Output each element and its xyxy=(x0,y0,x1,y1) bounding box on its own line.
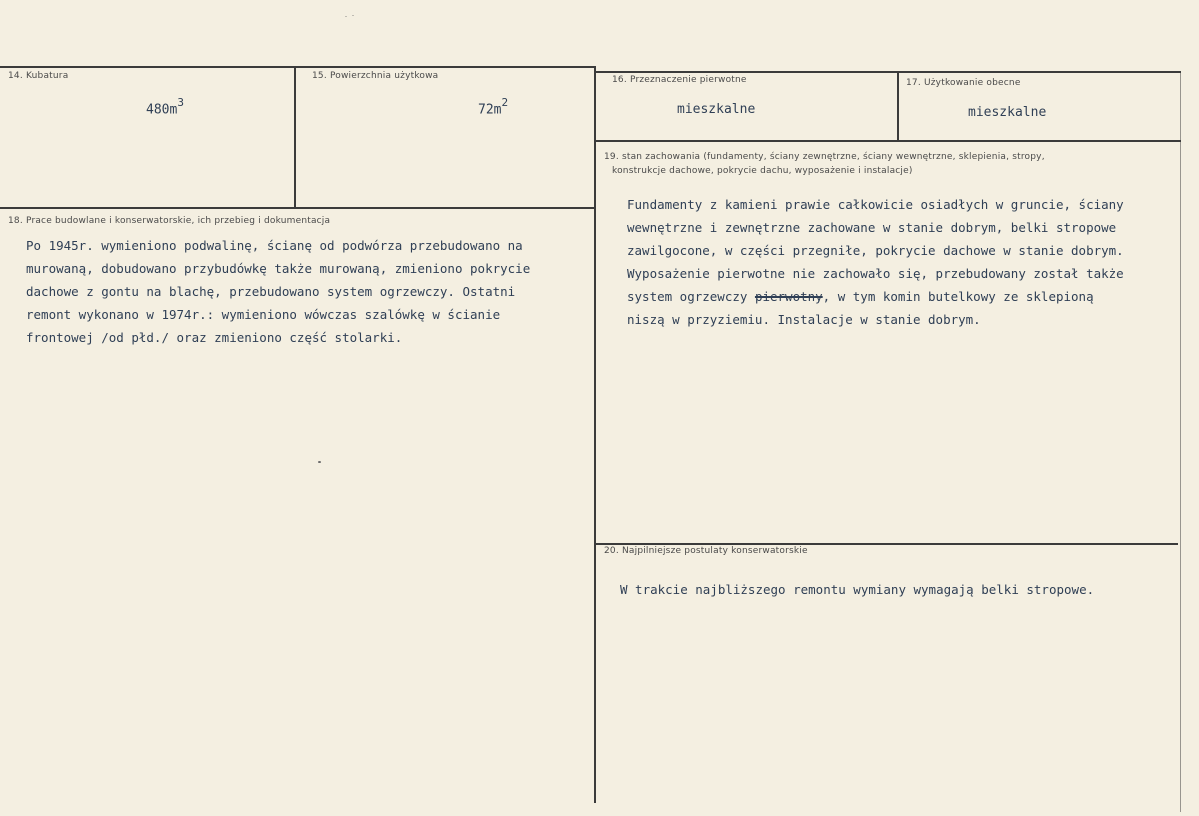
divider-16-17 xyxy=(897,72,899,142)
rule-below-14-15 xyxy=(0,207,596,209)
field-19-line: Fundamenty z kamieni prawie całkowicie osiadłych w gruncie, ściany xyxy=(627,197,1124,212)
right-edge-line xyxy=(1180,72,1181,812)
field-18-line: Po 1945r. wymieniono podwalinę, ścianę od podwórza przebudowano na xyxy=(26,238,523,253)
field-14-exponent: 3 xyxy=(177,96,184,109)
field-18-line: frontowej /od płd./ oraz zmieniono część stolarki. xyxy=(26,330,403,345)
field-18-text xyxy=(26,234,530,349)
field-14-label: 14. Kubatura xyxy=(8,71,69,81)
field-18-line: murowaną, dobudowano przybudówkę także murowaną, zmieniono pokrycie xyxy=(26,261,531,276)
field-14-value xyxy=(146,98,184,117)
struck-word: pierwotny xyxy=(754,289,823,304)
field-14-number: 480m xyxy=(146,102,178,118)
field-18-line: dachowe z gontu na blachę, przebudowano system ogrzewczy. Ostatni xyxy=(26,284,516,299)
paper-speck xyxy=(318,461,321,463)
top-rule-right xyxy=(596,71,1181,73)
top-rule-left xyxy=(0,66,596,68)
field-15-exponent: 2 xyxy=(501,96,509,109)
field-19-text xyxy=(627,193,1124,331)
field-19-line: Wyposażenie pierwotne nie zachowało się, przebudowany został także xyxy=(627,266,1124,281)
field-19-line: niszą w przyziemiu. Instalacje w stanie dobrym. xyxy=(627,312,981,327)
field-15-value xyxy=(478,98,508,117)
paper-speck xyxy=(352,15,354,16)
field-15-label: 15. Powierzchnia użytkowa xyxy=(312,71,439,81)
field-19-line: wewnętrzne i zewnętrzne zachowane w stanie dobrym, belki stropowe xyxy=(627,220,1117,235)
field-17-label: 17. Użytkowanie obecne xyxy=(906,78,1021,88)
field-15-number: 72m xyxy=(478,102,502,118)
field-18-line: remont wykonano w 1974r.: wymieniono wówczas szalówkę w ścianie xyxy=(26,307,501,322)
field-19-line xyxy=(627,285,1124,308)
rule-below-16-17 xyxy=(596,140,1181,142)
field-16-label: 16. Przeznaczenie pierwotne xyxy=(612,75,747,85)
field-19-label-line1: 19. stan zachowania (fundamenty, ściany zewnętrzne, ściany wewnętrzne, sklepienia, stropy, xyxy=(604,152,1045,162)
center-divider xyxy=(594,67,596,803)
divider-14-15 xyxy=(294,67,296,208)
field-20-text: W trakcie najbliższego remontu wymiany wymagają belki stropowe. xyxy=(620,582,1095,597)
field-20-label: 20. Najpilniejsze postulaty konserwatorskie xyxy=(604,546,808,556)
field-19-line: zawilgocone, w części przegniłe, pokrycie dachowe w stanie dobrym. xyxy=(627,243,1124,258)
field-19-label-line2: konstrukcje dachowe, pokrycie dachu, wyposażenie i instalacje) xyxy=(612,166,913,176)
field-19-line5-before: system ogrzewczy xyxy=(627,289,755,304)
field-16-value: mieszkalne xyxy=(677,102,756,117)
paper-speck xyxy=(345,16,347,17)
field-17-value: mieszkalne xyxy=(968,105,1047,120)
field-18-label: 18. Prace budowlane i konserwatorskie, ich przebieg i dokumentacja xyxy=(8,216,331,226)
field-19-line5-after: , w tym komin butelkowy ze sklepioną xyxy=(822,289,1094,304)
